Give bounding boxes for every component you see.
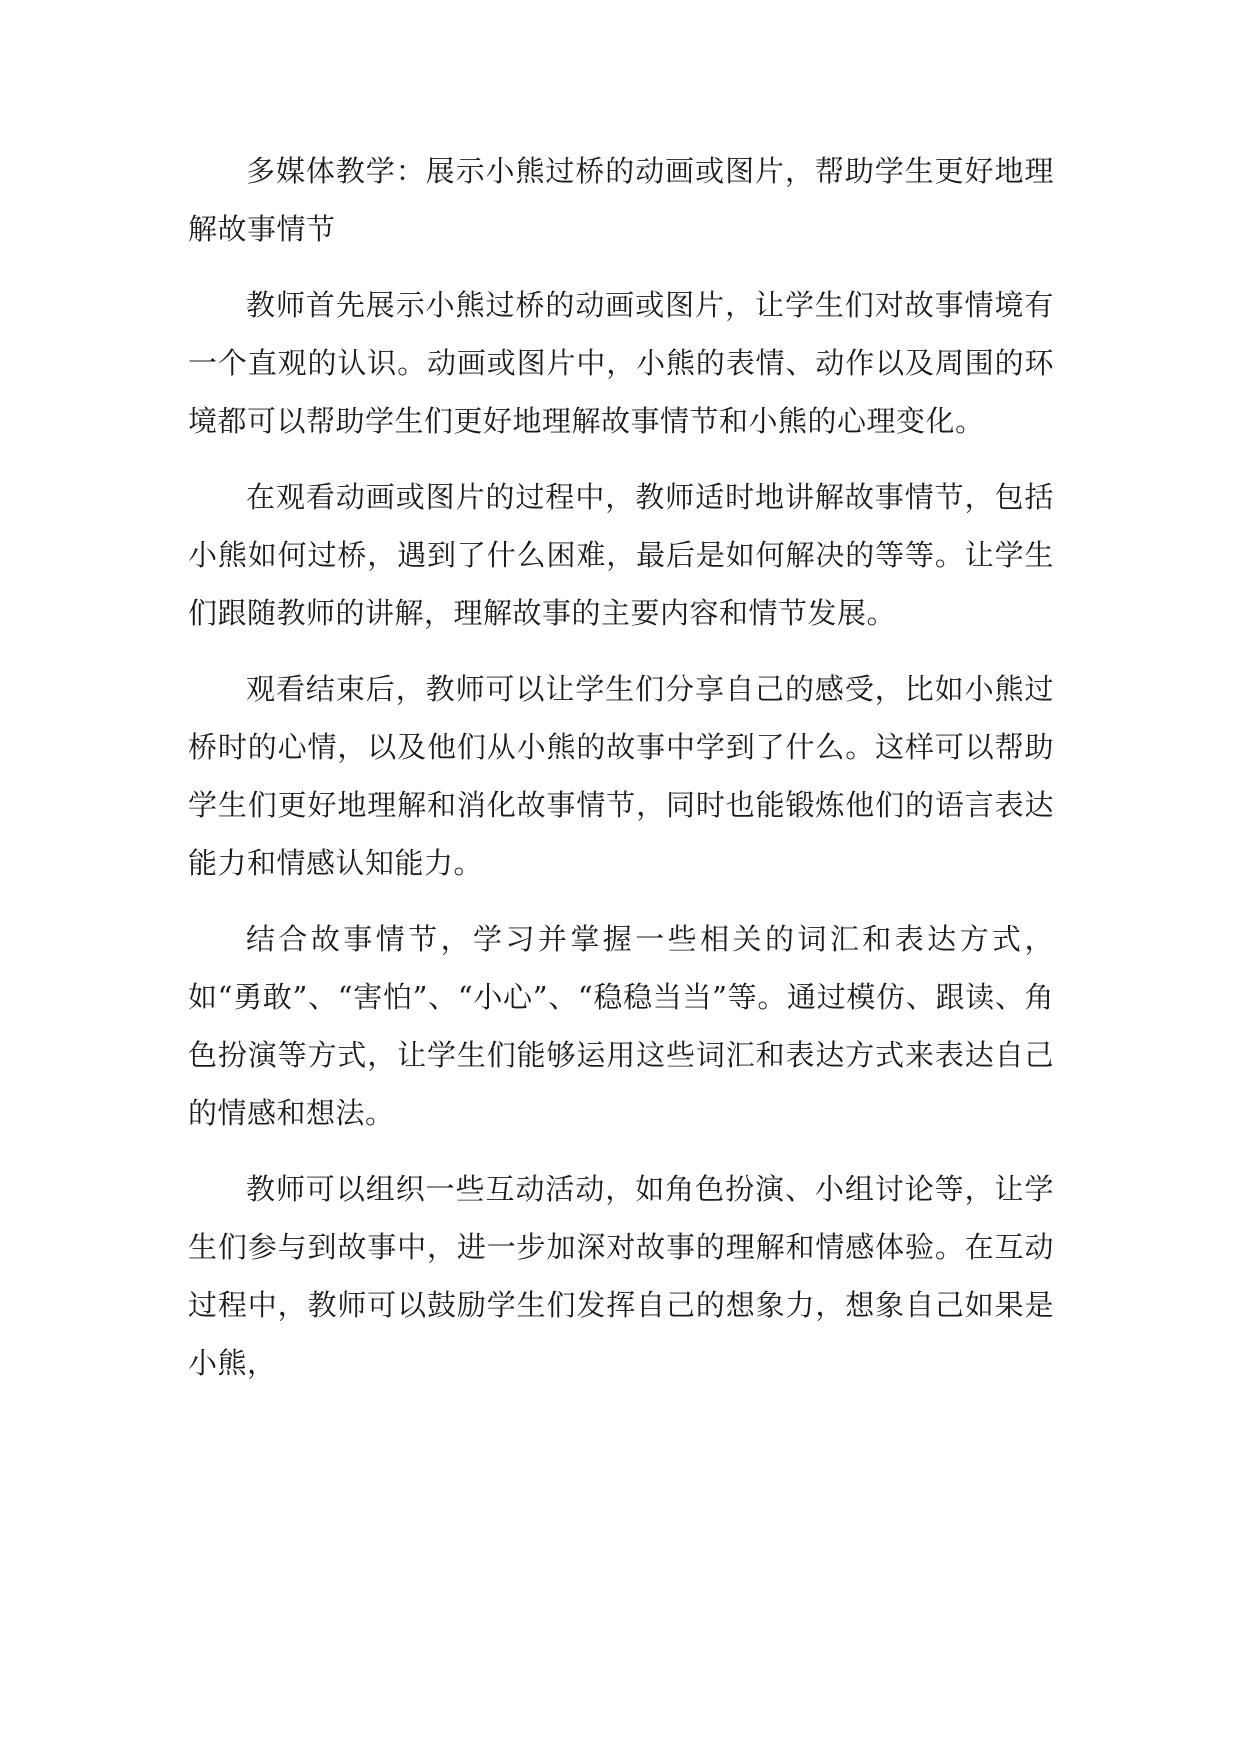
document-body [188,142,1054,1410]
paragraph-explain-plot: 在观看动画或图片的过程中，教师适时地讲解故事情节，包括小熊如何过桥，遇到了什么困难，最后是如何解决的等等。让学生们跟随教师的讲解，理解故事的主要内容和情节发展。 [188,480,1054,630]
paragraph-multimedia-teaching: 多媒体教学：展示小熊过桥的动画或图片，帮助学生更好地理解故事情节 [188,154,1054,246]
paragraph-vocabulary: 结合故事情节，学习并掌握一些相关的词汇和表达方式，如“勇敢”、“害怕”、“小心”、“稳稳当当”等。通过模仿、跟读、角色扮演等方式，让学生们能够运用这些词汇和表达方式来表达自己的情感和想法。 [188,922,1054,1130]
paragraph-interactive-activities: 教师可以组织一些互动活动，如角色扮演、小组讨论等，让学生们参与到故事中，进一步加深对故事的理解和情感体验。在互动过程中，教师可以鼓励学生们发挥自己的想象力，想象自己如果是小熊， [188,1172,1054,1380]
paragraph-share-feelings: 观看结束后，教师可以让学生们分享自己的感受，比如小熊过桥时的心情，以及他们从小熊的故事中学到了什么。这样可以帮助学生们更好地理解和消化故事情节，同时也能锻炼他们的语言表达能力和情感认知能力。 [188,672,1054,880]
paragraph-show-animation: 教师首先展示小熊过桥的动画或图片，让学生们对故事情境有一个直观的认识。动画或图片中，小熊的表情、动作以及周围的环境都可以帮助学生们更好地理解故事情节和小熊的心理变化。 [188,288,1054,438]
